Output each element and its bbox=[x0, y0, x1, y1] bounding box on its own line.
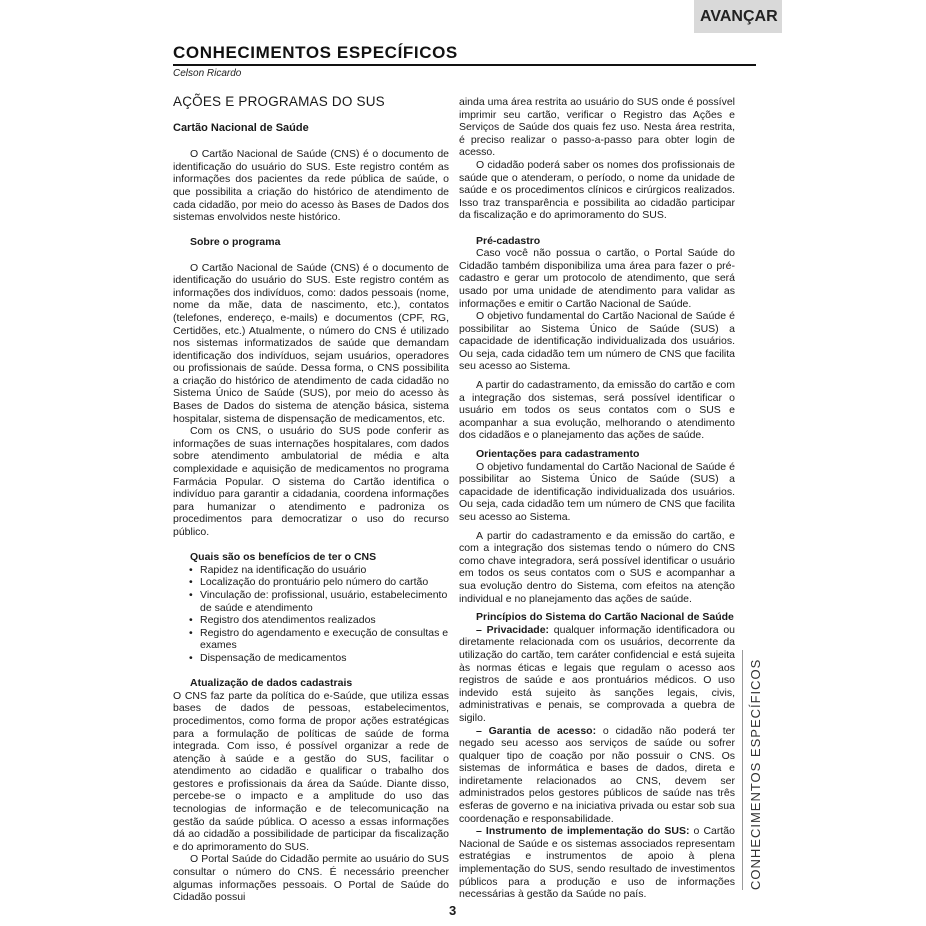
sobre-paragraph-2: Com os CNS, o usuário do SUS pode conferir as informações de suas internações hospitalares, com dados sobre atendimento ambulatorial de média e alta complexidade e aquisição de medicamentos no programa Farmácia Popular. O sistema do Cartão identifica o indivíduo para garantir a cidadania, coordena informações para humanizar o atendimento e padroniza os procedimentos para democratizar o uso do recurso público. bbox=[173, 425, 449, 538]
side-divider bbox=[742, 650, 743, 890]
privacidade-paragraph bbox=[459, 624, 735, 725]
list-item: • Localização do prontuário pelo número do cartão bbox=[200, 576, 449, 589]
list-item: • Dispensação de medicamentos bbox=[200, 652, 449, 665]
header-divider bbox=[173, 64, 756, 66]
beneficios-heading: Quais são os benefícios de ter o CNS bbox=[190, 551, 377, 564]
continuation-paragraph-1: ainda uma área restrita ao usuário do SUS onde é possível imprimir seu cartão, verificar o Registro das Ações e Serviços de Saúde dos quais fez uso. Nesta área restrita, é preciso realizar o passo-a-passo para obter login de acesso. bbox=[459, 96, 735, 159]
side-section-label: CONHECIMENTOS ESPECÍFICOS bbox=[748, 658, 763, 890]
orientacoes-paragraph-1: O objetivo fundamental do Cartão Nacional de Saúde é possibilitar ao Sistema Único de Saúde (SUS) a capacidade de identificação individualizada dos usuários. Ou seja, cada cidadão tem um número de CNS que facilita seu acesso ao Sistema. bbox=[459, 460, 735, 523]
sobre-heading: Sobre o programa bbox=[190, 236, 281, 249]
list-item: • Rapidez na identificação do usuário bbox=[200, 564, 449, 577]
precadastro-paragraph-1: Caso você não possua o cartão, o Portal Saúde do Cidadão também disponibiliza uma área para fazer o pré-cadastro e gerar um protocolo de atendimento, que será usado por uma unidade de atendimento para validar as informações e emitir o Cartão Nacional de Saúde. bbox=[459, 247, 735, 310]
list-item: • Registro do agendamento e execução de consultas e exames bbox=[200, 627, 449, 652]
atualizacao-paragraph-2: O Portal Saúde do Cidadão permite ao usuário do SUS consultar o número do CNS. É necessário preencher algumas informações pessoais. O Portal de Saúde do Cidadão possui bbox=[173, 853, 449, 904]
list-item: • Vinculação de: profissional, usuário, estabelecimento de saúde e atendimento bbox=[200, 589, 449, 614]
brand-logo: AVANÇAR bbox=[700, 8, 778, 25]
right-column bbox=[459, 96, 735, 901]
precadastro-paragraph-2: O objetivo fundamental do Cartão Nacional de Saúde é possibilitar ao Sistema Único de Saúde (SUS) a capacidade de identificação individualizada dos usuários. Ou seja, cada cidadão tem um número de CNS que facilita seu acesso ao Sistema. bbox=[459, 310, 735, 373]
orientacoes-paragraph-2: A partir do cadastramento e da emissão do cartão, e com a integração dos sistemas tendo o número do CNS como chave integradora, será possível identificar o usuário em todos os seus contatos com o SUS e acompanhar a sua evolução dentro do Sistema, com efeitos na atenção individual e no planejamento das ações de saúde. bbox=[459, 529, 735, 605]
principios-heading: Princípios do Sistema do Cartão Nacional de Saúde bbox=[476, 611, 734, 624]
garantia-text: o cidadão não poderá ter negado seu acesso aos serviços de saúde ou sofrer qualquer tipo de coação por não possuir o CNS. Os sistemas de informática e bases de dados, direta e indiretamente relacionados ao CNS, devem ser administrados pelos gestores públicos de saúde nas três esferas de governo e na iniciativa privada ou estar sob sua coordenação e responsabilidade. bbox=[459, 724, 735, 825]
beneficios-list bbox=[173, 564, 449, 665]
section-title: AÇÕES E PROGRAMAS DO SUS bbox=[173, 94, 385, 109]
orientacoes-heading: Orientações para cadastramento bbox=[476, 448, 640, 461]
instrumento-label: – Instrumento de implementação do SUS: bbox=[476, 825, 690, 838]
page-number: 3 bbox=[449, 903, 457, 918]
continuation-paragraph-2: O cidadão poderá saber os nomes dos profissionais de saúde que o atenderam, o período, o nome da unidade de saúde e os procedimentos clínicos e cirúrgicos realizados. Isso traz transparência e possibilita ao cidadão participar da fiscalização e do aprimoramento do SUS. bbox=[459, 158, 735, 222]
garantia-paragraph bbox=[459, 725, 735, 826]
privacidade-label: – Privacidade: bbox=[476, 623, 550, 636]
privacidade-text: qualquer informação identificadora ou diretamente relacionada com os usuários, decorrente da utilização do cartão, tem caráter confidencial e está sujeita às normas éticas e legais que regulam o acesso aos registros de saúde e aos prontuários médicos. O uso indevido está sujeito às sanções legais, civis, administrativas e penais, se comprovada a quebra de sigilo. bbox=[459, 623, 735, 724]
garantia-label: – Garantia de acesso: bbox=[476, 724, 597, 737]
page-header-title: CONHECIMENTOS ESPECÍFICOS bbox=[173, 43, 458, 62]
author-name: Celson Ricardo bbox=[173, 68, 242, 79]
subsection-title: Cartão Nacional de Saúde bbox=[173, 121, 309, 134]
list-item: • Registro dos atendimentos realizados bbox=[200, 614, 449, 627]
instrumento-paragraph bbox=[459, 825, 735, 901]
precadastro-heading: Pré-cadastro bbox=[476, 234, 541, 247]
atualizacao-heading: Atualização de dados cadastrais bbox=[190, 677, 353, 690]
atualizacao-paragraph-1: O CNS faz parte da política do e-Saúde, que utiliza essas bases de dados de pessoas, estabelecimentos, procedimentos, como forma de propor ações estratégicas para a formulação de políticas de saúde de forma integrada. Com isso, é possível organizar a rede de atenção à saúde e a gestão do SUS, facilitar o atendimento ao cidadão e qualificar o trabalho dos gestores e profissionais da área da Saúde. Diante disso, percebe-se o impacto e a amplitude do uso das tecnologias de informação e de telecomunicação na gestão da saúde pública. O acesso a essas informações dá ao cidadão a possibilidade de participar da fiscalização e do aprimoramento do SUS. bbox=[173, 689, 449, 853]
instrumento-text: o Cartão Nacional de Saúde e os sistemas associados representam estratégias e instrumentos de apoio à plena implementação do SUS, sendo resultado de investimentos públicos para a produção e uso de informações necessárias à gestão da Saúde no país. bbox=[459, 825, 735, 901]
sobre-paragraph-1: O Cartão Nacional de Saúde (CNS) é o documento de identificação do usuário do SUS. Este registro contém as informações dos indivíduos, como: dados pessoais (nome, nome da mãe, data de nascimento, etc.), contatos (telefones, endereço, e-mails) e documentos (CPF, RG, Certidões, etc.) Atualmente, o número do CNS é utilizado nos sistemas informatizados de saúde que demandam identificação dos indivíduos, sejam usuários, operadores ou profissionais de saúde. Dessa forma, o CNS possibilita a criação do histórico de atendimento de cada cidadão no Sistema Único de Saúde (SUS), por meio do acesso às Bases de Dados do sistema de atenção básica, sistema hospitalar, sistema de dispensação de medicamentos, etc. bbox=[173, 261, 449, 425]
left-column bbox=[173, 96, 449, 904]
precadastro-paragraph-3: A partir do cadastramento, da emissão do cartão e com a integração dos sistemas, será possível identificar o usuário em todos os seus contatos com o SUS e acompanhar a sua evolução, melhorando o atendimento dos cidadãos e o planejamento das ações de saúde. bbox=[459, 379, 735, 442]
intro-paragraph: O Cartão Nacional de Saúde (CNS) é o documento de identificação do usuário do SUS. Este registro contém as informações dos pacientes da rede pública de saúde, o que possibilita a criação do histórico de atendimento de cada cidadão, por meio do acesso às Bases de Dados dos sistemas envolvidos neste histórico. bbox=[173, 148, 449, 224]
